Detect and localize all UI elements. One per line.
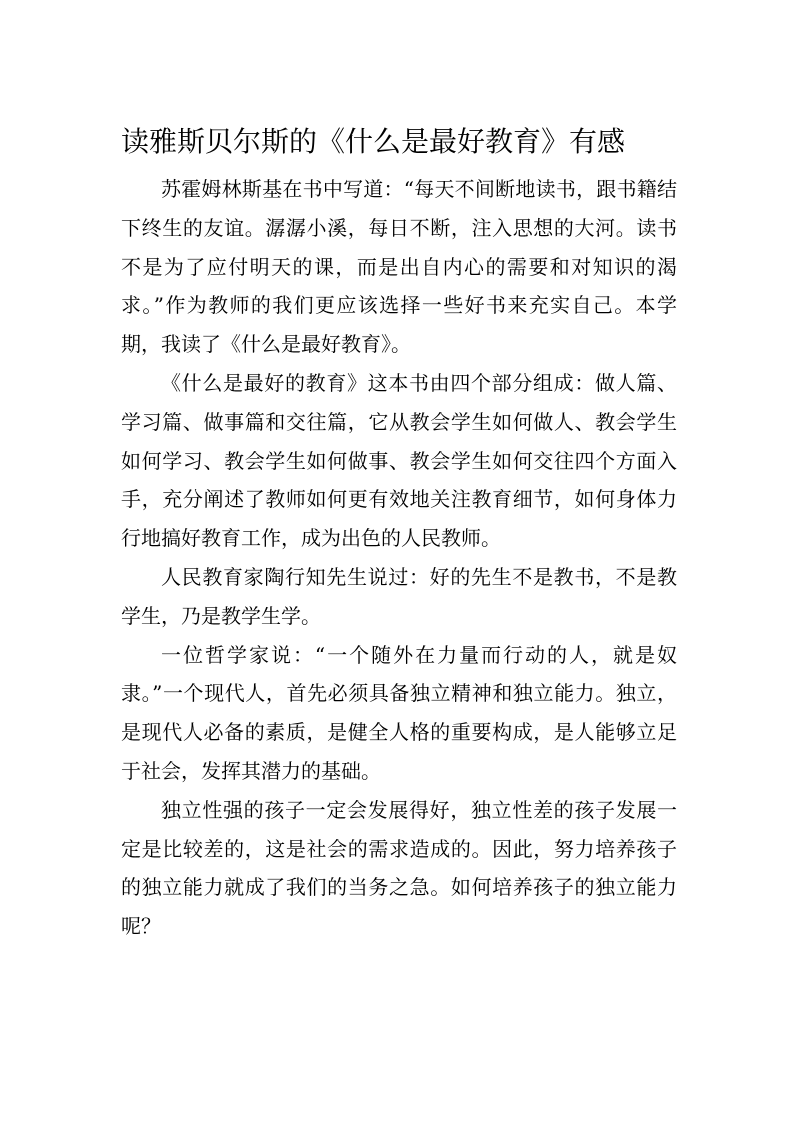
- paragraph-5: 独立性强的孩子一定会发展得好，独立性差的孩子发展一定是比较差的，这是社会的需求造成的。因此，努力培养孩子的独立能力就成了我们的当务之急。如何培养孩子的独立能力呢？: [121, 797, 677, 939]
- paragraph-3: 人民教育家陶行知先生说过：好的先生不是教书，不是教学生，乃是教学生学。: [121, 564, 677, 628]
- paragraph-4: 一位哲学家说：“一个随外在力量而行动的人，就是奴隶。”一个现代人，首先必须具备独立精神和独立能力。独立，是现代人必备的素质，是健全人格的重要构成，是人能够立足于社会，发挥其潜力的基础。: [121, 642, 677, 783]
- document-body: [121, 170, 677, 946]
- paragraph-1: 苏霍姆林斯基在书中写道：“每天不间断地读书，跟书籍结下终生的友谊。潺潺小溪，每日不断，注入思想的大河。读书不是为了应付明天的课，而是出自内心的需要和对知识的渴求。”作为教师的我们更应该选择一些好书来充实自己。本学期，我读了《什么是最好教育》。: [121, 177, 677, 357]
- document-title: 读雅斯贝尔斯的《什么是最好教育》有感: [121, 125, 626, 158]
- paragraph-2: 《什么是最好的教育》这本书由四个部分组成：做人篇、学习篇、做事篇和交往篇，它从教会学生如何做人、教会学生如何学习、教会学生如何做事、教会学生如何交往四个方面入手，充分阐述了教师如何更有效地关注教育细节，如何身体力行地搞好教育工作，成为出色的人民教师。: [121, 370, 677, 551]
